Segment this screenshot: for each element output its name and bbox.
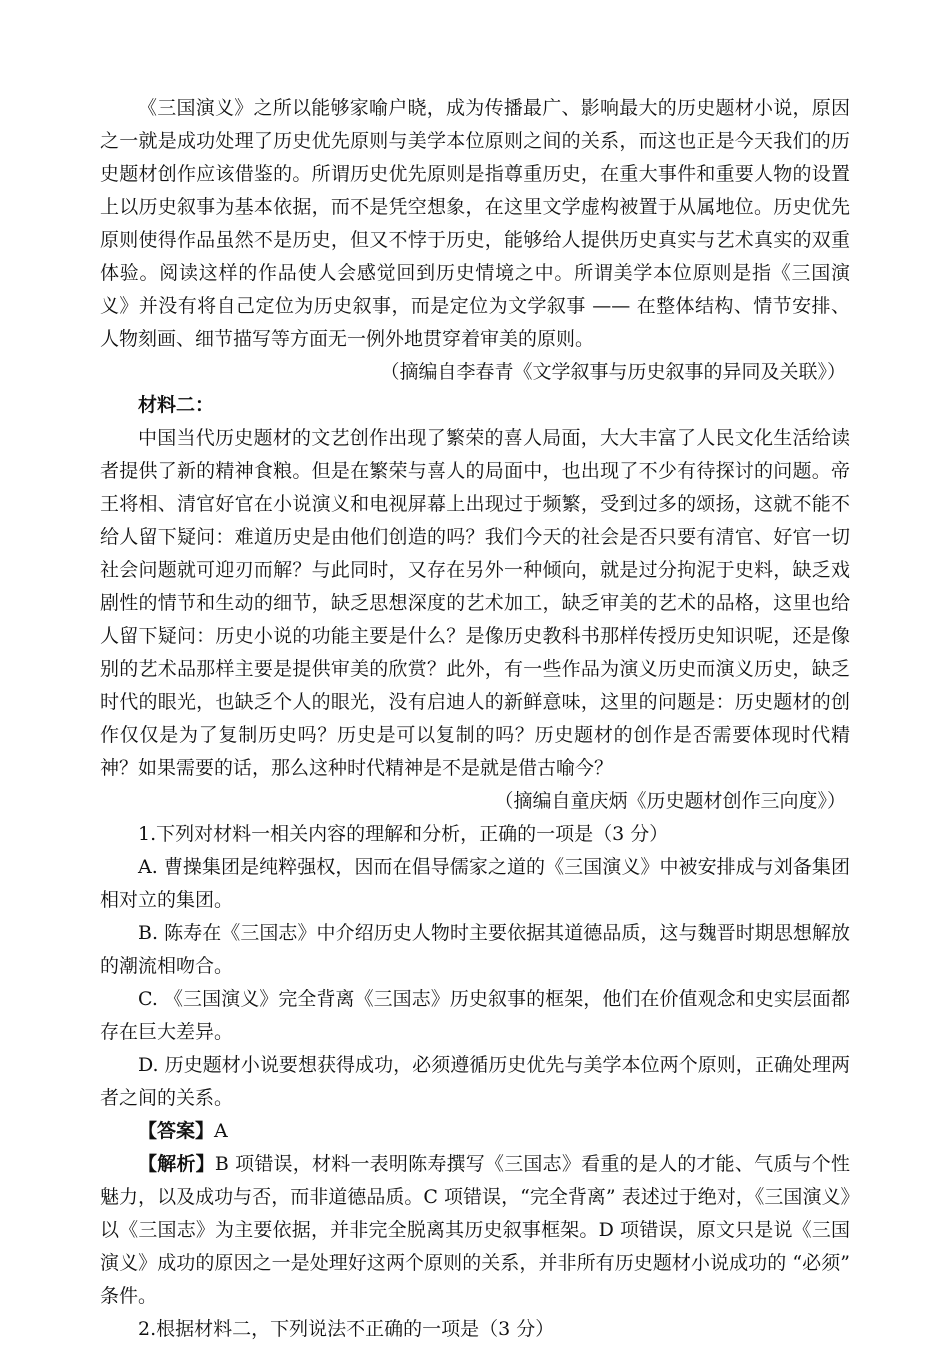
material2-source: （摘编自童庆炳《历史题材创作三向度》） [494,790,846,812]
answer-value: A [214,1120,228,1142]
material2-heading: 材料二： [138,394,215,416]
question1-option-d: D. 历史题材小说要想获得成功，必须遵循历史优先与美学本位两个原则，正确处理两者之间的关系。 [100,1054,850,1109]
question1-option-b: B. 陈寿在《三国志》中介绍历史人物时主要依据其道德品质，这与魏晋时期思想解放的潮流相吻合。 [100,922,850,977]
material2-paragraph: 中国当代历史题材的文艺创作出现了繁荣的喜人局面，大大丰富了人民文化生活给读者提供了新的精神食粮。但是在繁荣与喜人的局面中，也出现了不少有待探讨的问题。帝王将相、清官好官在小说演义和电视屏幕上出现过于频繁，受到过多的颂扬，这就不能不给人留下疑问：难道历史是由他们创造的吗？我们今天的社会是否只要有清官、好官一切社会问题就可迎刃而解？与此同时，又存在另外一种倾向，就是过分拘泥于史料，缺乏戏剧性的情节和生动的细节，缺乏思想深度的艺术加工，缺乏审美的艺术的品格，这里也给人留下疑问：历史小说的功能主要是什么？是像历史教科书那样传授历史知识呢，还是像别的艺术品那样主要是提供审美的欣赏？此外，有一些作品为演义历史而演义历史，缺乏时代的眼光，也缺乏个人的眼光，没有启迪人的新鲜意味，这里的问题是：历史题材的创作仅仅是为了复制历史吗？历史是可以复制的吗？历史题材的创作是否需要体现时代精神？如果需要的话，那么这种时代精神是不是就是借古喻今？ [100,427,850,779]
material1-paragraph: 《三国演义》之所以能够家喻户晓，成为传播最广、影响最大的历史题材小说，原因之一就是成功处理了历史优先原则与美学本位原则之间的关系，而这也正是今天我们的历史题材创作应该借鉴的。所谓历史优先原则是指尊重历史，在重大事件和重要人物的设置上以历史叙事为基本依据，而不是凭空想象，在这里文学虚构被置于从属地位。历史优先原则使得作品虽然不是历史，但又不悖于历史，能够给人提供历史真实与艺术真实的双重体验。阅读这样的作品使人会感觉回到历史情境之中。所谓美学本位原则是指《三国演义》并没有将自己定位为历史叙事，而是定位为文学叙事 —— 在整体结构、情节安排、人物刻画、细节描写等方面无一例外地贯穿着审美的原则。 [100,97,850,350]
analysis-text: B 项错误，材料一表明陈寿撰写《三国志》看重的是人的才能、气质与个性魅力，以及成功与否，而非道德品质。C 项错误，“完全背离” 表述过于绝对，《三国演义》以《三国志》为主要依据，并非完全脱离其历史叙事框架。D 项错误，原文只是说《三国演义》成功的原因之一是处理好这两个原则的关系，并非所有历史题材小说成功的 “必须” 条件。 [100,1153,850,1307]
analysis-label: 【解析】 [138,1153,215,1175]
question2-stem: 2.根据材料二，下列说法不正确的一项是（3 分） [138,1318,555,1340]
material1-source: （摘编自李春青《文学叙事与历史叙事的异同及关联》） [380,361,846,383]
question1-option-c: C. 《三国演义》完全背离《三国志》历史叙事的框架，他们在价值观念和史实层面都存在巨大差异。 [100,988,850,1043]
question1-option-a: A. 曹操集团是纯粹强权，因而在倡导儒家之道的《三国演义》中被安排成与刘备集团相对立的集团。 [100,856,850,911]
question1-stem: 1.下列对材料一相关内容的理解和分析，正确的一项是（3 分） [138,823,669,845]
answer-label: 【答案】 [138,1120,215,1142]
question1-answer [100,1115,850,1148]
document-page [100,92,850,1346]
question1-analysis [100,1148,850,1313]
